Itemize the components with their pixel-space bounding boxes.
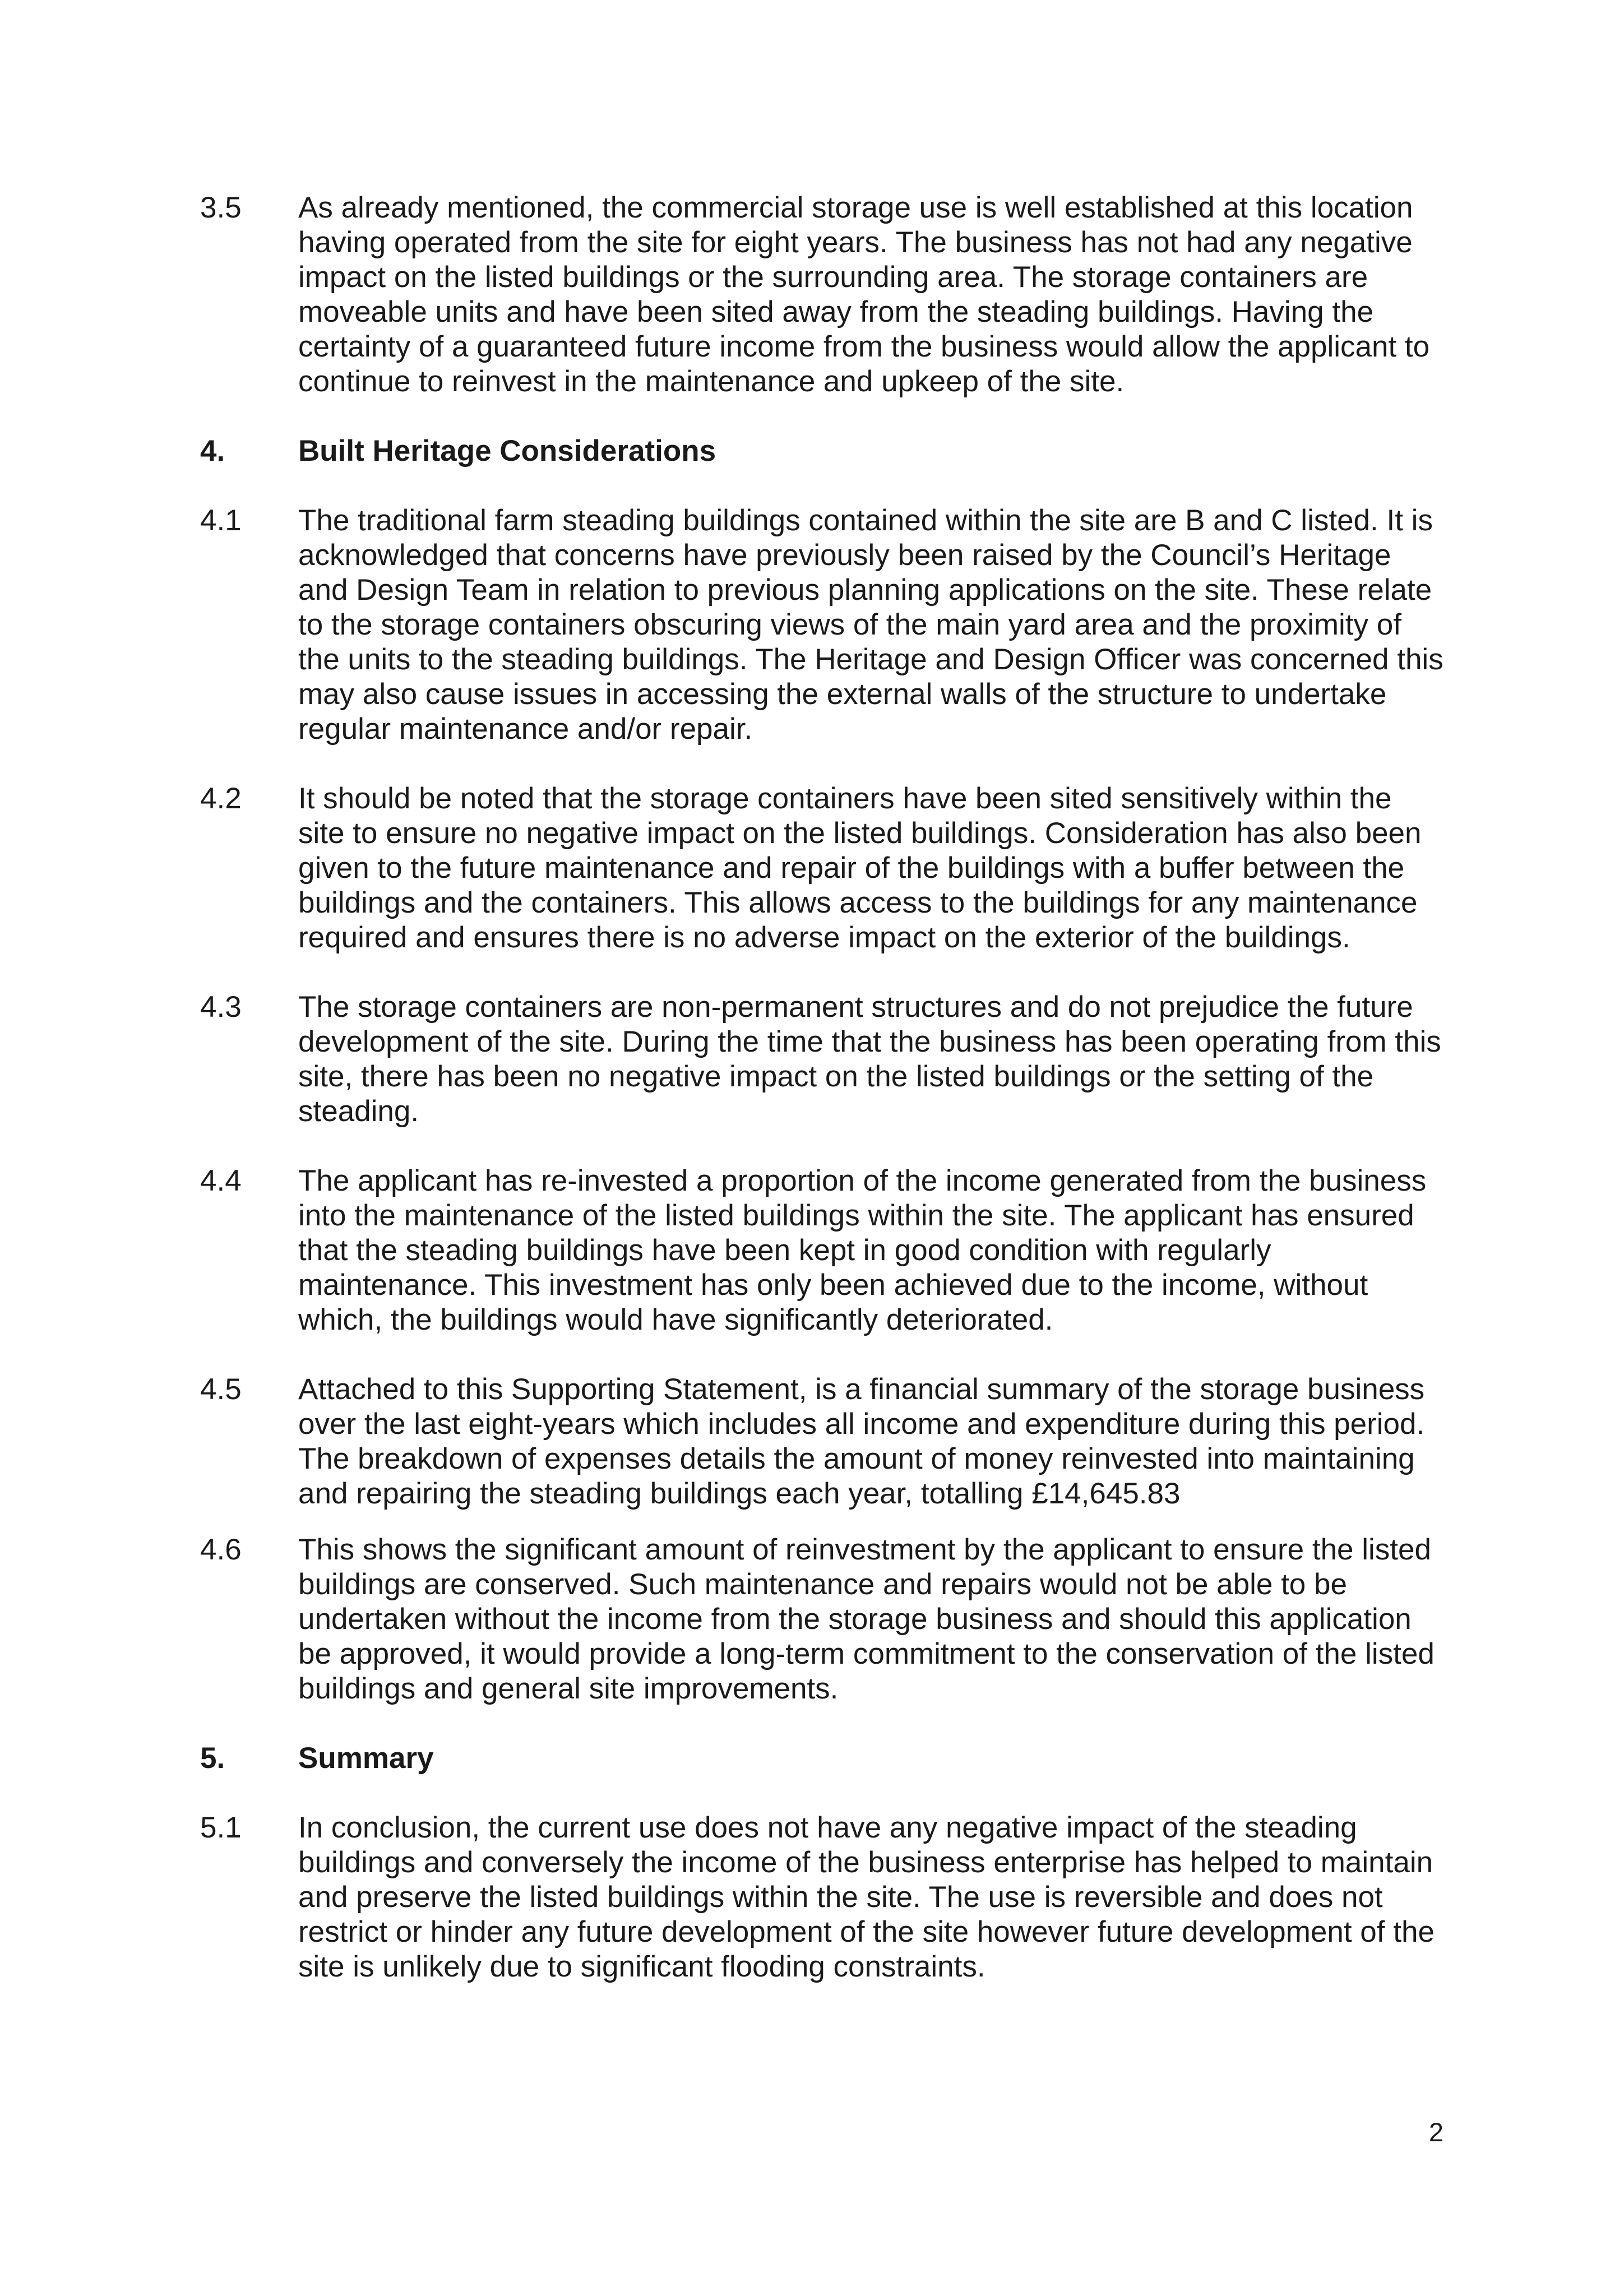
paragraph-number: 4.4 bbox=[200, 1164, 242, 1197]
paragraph-number: 4.6 bbox=[200, 1533, 242, 1566]
paragraph-text: As already mentioned, the commercial storage use is well established at this location having operated from the site for eight years. The business has not had any negative impact on the listed buildings or the surrounding area. The storage containers are moveable units and have been sited away from the steading buildings. Having the certainty of a guaranteed future income from the business would allow the applicant to continue to reinvest in the maintenance and upkeep of the site. bbox=[298, 191, 1430, 398]
paragraph-3-5 bbox=[200, 191, 1445, 399]
heading-text: Built Heritage Considerations bbox=[298, 434, 716, 467]
paragraph-number: 4.2 bbox=[200, 782, 242, 815]
section-heading-5 bbox=[200, 1741, 1445, 1776]
paragraph-4-6 bbox=[200, 1533, 1445, 1706]
paragraph-number: 4.3 bbox=[200, 990, 242, 1024]
heading-number: 5. bbox=[200, 1742, 225, 1775]
paragraph-text: The traditional farm steading buildings contained within the site are B and C listed. It is acknowledged that concerns have previously been raised by the Council’s Heritage and Design Team in relation to previous planning applications on the site. These relate to the storage containers obscuring views of the main yard area and the proximity of the units to the steading buildings. The Heritage and Design Officer was concerned this may also cause issues in accessing the external walls of the structure to undertake regular maintenance and/or repair. bbox=[298, 504, 1443, 746]
heading-text: Summary bbox=[298, 1742, 434, 1775]
paragraph-text: The applicant has re-invested a proportion of the income generated from the business into the maintenance of the listed buildings within the site. The applicant has ensured that the steading buildings have been kept in good condition with regularly maintenance. This investment has only been achieved due to the income, without which, the buildings would have significantly deteriorated. bbox=[298, 1164, 1427, 1336]
paragraph-4-1 bbox=[200, 503, 1445, 747]
paragraph-5-1 bbox=[200, 1811, 1445, 1984]
paragraph-4-2 bbox=[200, 781, 1445, 955]
heading-number: 4. bbox=[200, 434, 225, 467]
paragraph-text: In conclusion, the current use does not have any negative impact of the steading buildings and conversely the income of the business enterprise has helped to maintain and preserve the listed buildings within the site. The use is reversible and does not restrict or hinder any future development of the site however future development of the site is unlikely due to significant flooding constraints. bbox=[298, 1811, 1435, 1983]
page-number: 2 bbox=[1428, 2117, 1443, 2147]
document-body bbox=[200, 191, 1445, 1984]
paragraph-4-4 bbox=[200, 1164, 1445, 1337]
paragraph-number: 4.5 bbox=[200, 1373, 242, 1406]
section-heading-4 bbox=[200, 434, 1445, 469]
paragraph-number: 5.1 bbox=[200, 1811, 242, 1844]
paragraph-4-3 bbox=[200, 990, 1445, 1129]
paragraph-text: It should be noted that the storage containers have been sited sensitively within the site to ensure no negative impact on the listed buildings. Consideration has also been given to the future maintenance and repair of the buildings with a buffer between the buildings and the containers. This allows access to the buildings for any maintenance required and ensures there is no adverse impact on the exterior of the buildings. bbox=[298, 782, 1422, 954]
paragraph-text: This shows the significant amount of reinvestment by the applicant to ensure the listed buildings are conserved. Such maintenance and repairs would not be able to be undertaken without the income from the storage business and should this application be approved, it would provide a long-term commitment to the conservation of the listed buildings and general site improvements. bbox=[298, 1533, 1435, 1705]
paragraph-4-5 bbox=[200, 1372, 1445, 1511]
paragraph-text: Attached to this Supporting Statement, is a financial summary of the storage business over the last eight-years which includes all income and expenditure during this period. The breakdown of expenses details the amount of money reinvested into maintaining and repairing the steading buildings each year, totalling £14,645.83 bbox=[298, 1373, 1425, 1510]
paragraph-text: The storage containers are non-permanent structures and do not prejudice the future development of the site. During the time that the business has been operating from this site, there has been no negative impact on the listed buildings or the setting of the steading. bbox=[298, 990, 1441, 1128]
paragraph-number: 3.5 bbox=[200, 191, 242, 224]
paragraph-number: 4.1 bbox=[200, 504, 242, 537]
